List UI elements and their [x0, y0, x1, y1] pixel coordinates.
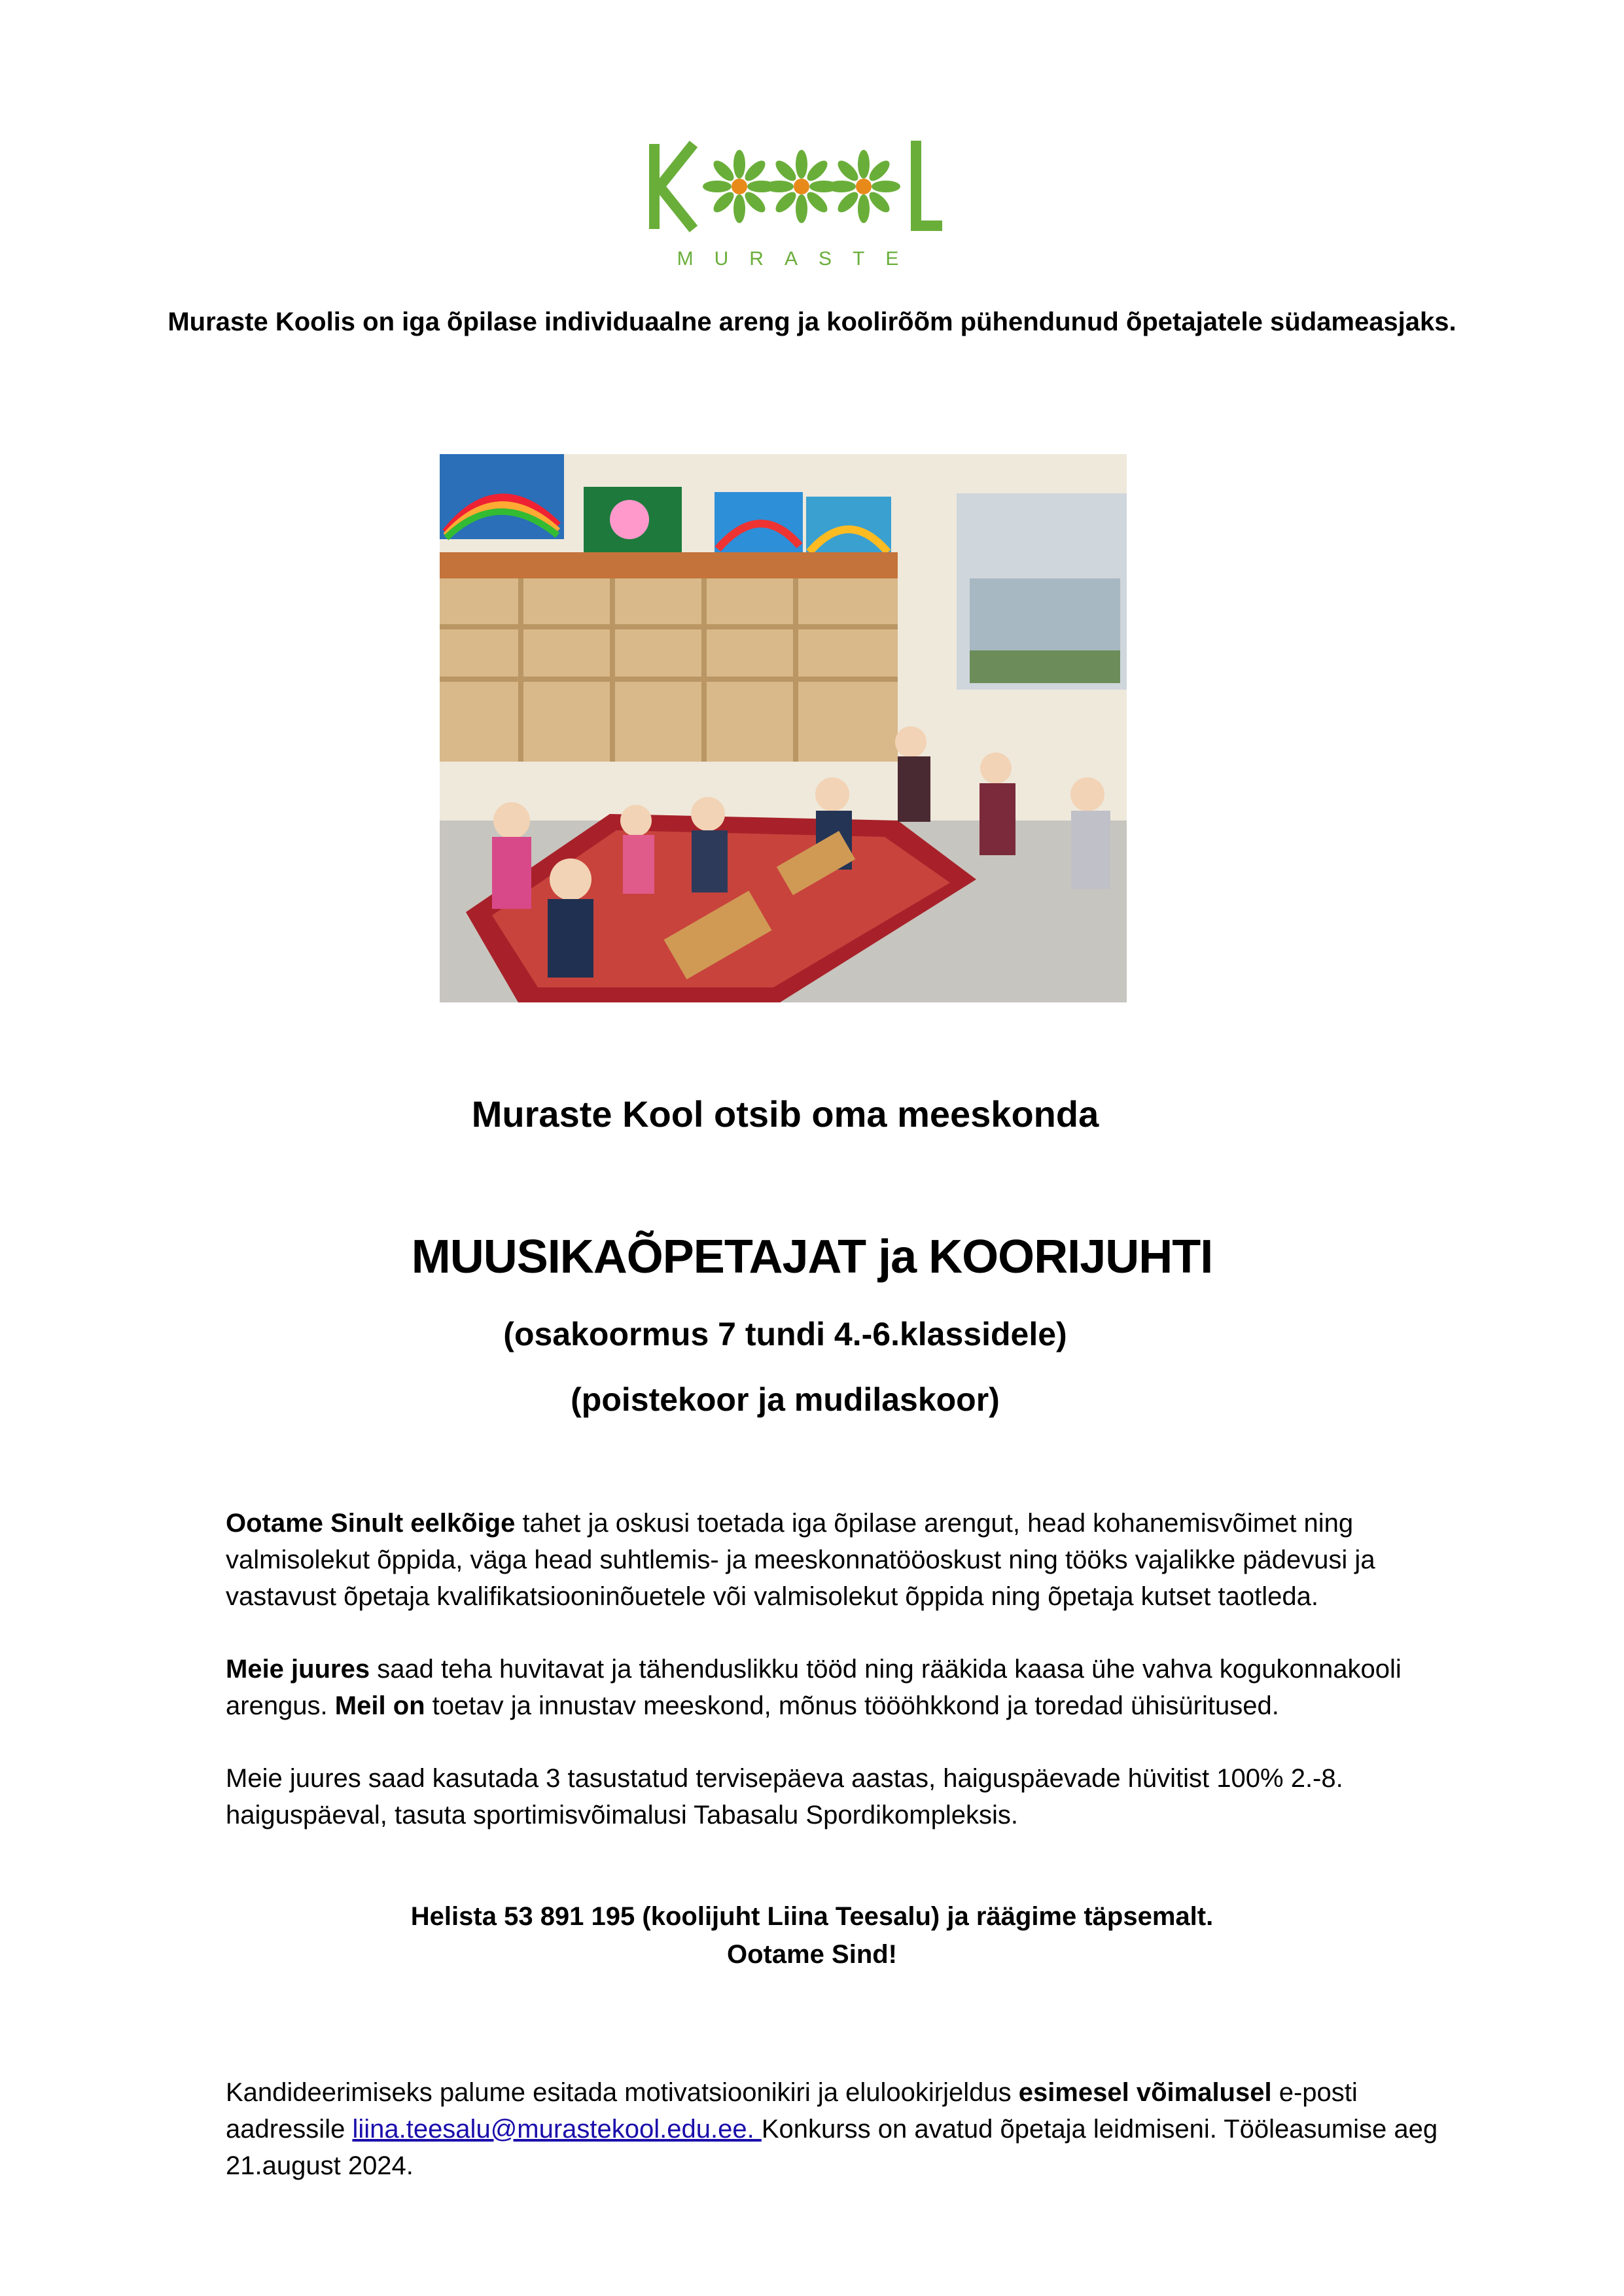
contact-closing-line: Ootame Sind!	[726, 1940, 898, 1969]
contact-phone-line: Helista 53 891 195 (koolijuht Liina Teesalu) ja räägime täpsemalt.	[410, 1902, 1214, 1931]
school-logo	[648, 131, 949, 275]
offer-text-2: toetav ja innustav meeskond, mõnus töööhkkond ja toredad ühisüritused.	[425, 1691, 1279, 1720]
offer-text-1: saad teha huvitavat ja tähenduslikku tööd ning rääkida kaasa ühe vahva kogukonnakooli arengus.	[226, 1655, 1402, 1720]
subheading-choirs: (poistekoor ja mudilaskoor)	[571, 1381, 1000, 1418]
kool-muraste-logo	[648, 131, 949, 275]
offer-lead: Meie juures	[226, 1655, 370, 1684]
slogan: Muraste Koolis on iga õpilase individuaalne areng ja koolirõõm pühendunud õpetajatele südameasjaks.	[168, 308, 1456, 336]
application-text-1: Kandideerimiseks palume esitada motivatsioonikiri ja elulookirjeldus	[226, 2078, 1019, 2107]
contact-block	[0, 1898, 1624, 1973]
email-link[interactable]: liina.teesalu@murastekool.edu.ee.	[352, 2115, 762, 2144]
application-bold: esimesel võimalusel	[1018, 2078, 1272, 2107]
offer-mid: Meil on	[334, 1691, 425, 1720]
subheading-workload: (osakoormus 7 tundi 4.-6.klassidele)	[503, 1316, 1067, 1352]
application-text-2: e-posti aadressile	[226, 2078, 1358, 2144]
classroom-photo	[440, 454, 1127, 1002]
svg-text:MURASTE: MURASTE	[677, 248, 920, 270]
paragraph-offer	[226, 1651, 1469, 1724]
paragraph-expectations	[226, 1505, 1469, 1615]
expectations-text: tahet ja oskusi toetada iga õpilase arengut, head kohanemisvõimet ning valmisolekut õppida, väga head suhtlemis- ja meeskonnatööoskust ning tööks vajalikke pädevusi ja vastavust õpetaja kvalifikatsiooninõuetele või valmisolekut õppida ning õpetaja kutset taotleda.	[226, 1509, 1375, 1611]
paragraph-application	[226, 2074, 1469, 2184]
flower-icon-3	[827, 150, 900, 223]
application-text-3: Konkurss on avatud õpetaja leidmiseni. Tööleasumise aeg 21.august 2024.	[226, 2115, 1438, 2180]
heading-searching-team: Muraste Kool otsib oma meeskonda	[471, 1093, 1099, 1135]
heading-job-title: MUUSIKAÕPETAJAT ja KOORIJUHTI	[411, 1231, 1213, 1283]
paragraph-benefits: Meie juures saad kasutada 3 tasustatud tervisepäeva aastas, haiguspäevade hüvitist 100% 2.-8. haiguspäeval, tasuta sportimisvõimalusi Tabasalu Spordikompleksis.	[226, 1764, 1343, 1829]
expectations-lead: Ootame Sinult eelkõige	[226, 1509, 516, 1538]
